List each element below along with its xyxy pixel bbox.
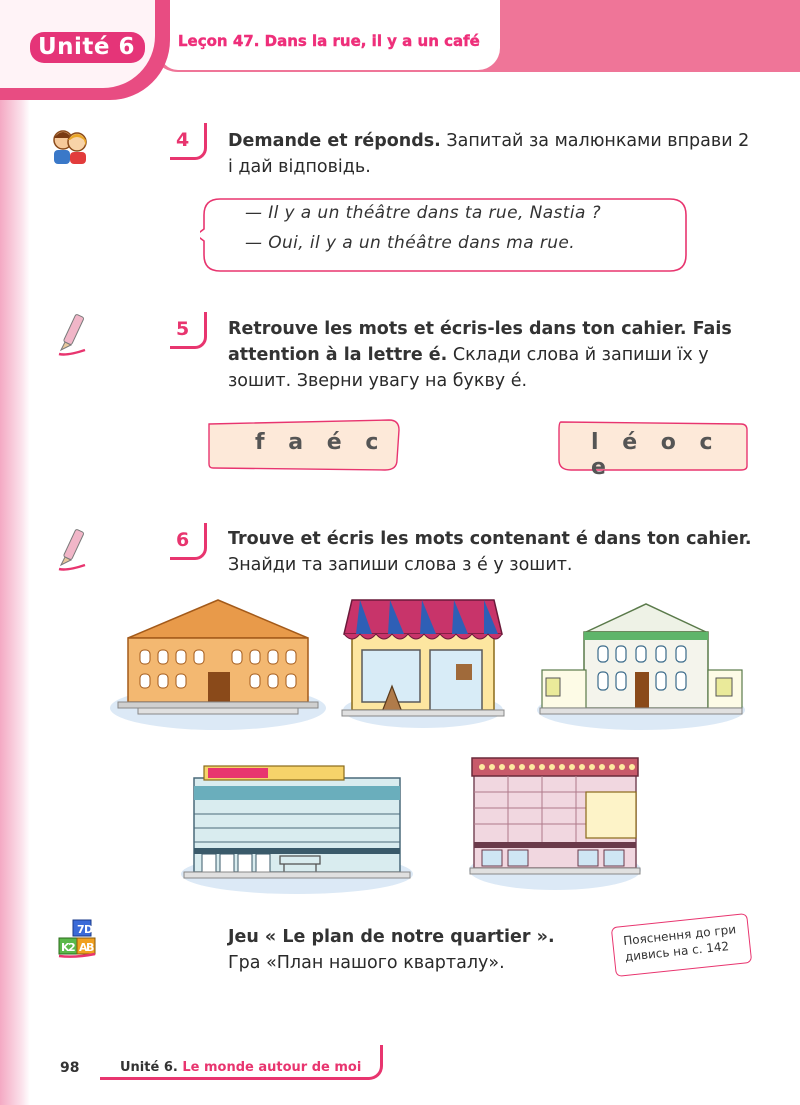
page-header [0, 0, 800, 88]
cinema-illustration [468, 752, 643, 890]
word-card-1 [207, 418, 402, 472]
footer-unit: Unité 6. [120, 1060, 178, 1075]
museum-illustration [536, 600, 746, 730]
cube-label: D [84, 923, 94, 936]
exercise-5-bold: Retrouve les mots et écris-les dans ton cahier. Fais attention à la lettre é. [228, 319, 732, 365]
cube-label: 7 [77, 923, 85, 936]
game-title: Jeu « Le plan de notre quartier ». [228, 927, 555, 947]
exercise-number-5 [170, 312, 210, 348]
cube-label: K [61, 941, 70, 954]
dialog-line-1: — Il y a un théâtre dans ta rue, Nastia ? [245, 203, 602, 223]
exercise-number-4 [170, 123, 210, 159]
exercise-5-text: Склади слова й запиши їх у зошит. Зверни увагу на букву é. [228, 345, 709, 391]
game-instruction [228, 924, 583, 976]
cube-label: 2 [68, 941, 76, 954]
exercise-number: 5 [176, 318, 190, 340]
page-number: 98 [60, 1060, 80, 1076]
word-card-2-text: l é o c e [591, 430, 721, 480]
cube-label: B [86, 941, 95, 954]
exercise-6-bold: Trouve et écris les mots contenant é dans ton cahier. [228, 529, 752, 549]
exercise-number-6 [170, 523, 210, 559]
game-note-text: Пояснення до гри дивись на с. 142 [622, 922, 737, 964]
exercise-4-bold: Demande et réponds. [228, 131, 441, 151]
exercise-4-instruction [228, 128, 753, 180]
word-card-2 [555, 418, 750, 480]
exercise-5-instruction [228, 316, 753, 394]
cafe-illustration [338, 594, 508, 730]
lesson-title: Leçon 47. Dans la rue, il y a un café [178, 32, 480, 50]
dialog-line-2: — Oui, il y a un théâtre dans ma rue. [245, 233, 576, 253]
pupils-icon [50, 128, 90, 170]
unit-title: Unité 6 [30, 32, 145, 63]
exercise-number: 4 [176, 129, 190, 151]
game-text: Гра «План нашого кварталу». [228, 953, 505, 973]
pencil-icon [55, 312, 89, 360]
footer-title [120, 1060, 361, 1075]
supermarket-illustration [180, 758, 415, 894]
cube-label: A [79, 941, 88, 954]
footer-unit-title: Le monde autour de moi [182, 1060, 362, 1075]
game-reference-note [611, 913, 752, 977]
exercise-6-text: Знайди та запиши слова з é у зошит. [228, 555, 573, 575]
word-card-1-text: f a é c [255, 430, 387, 455]
left-margin-strip [0, 0, 30, 1105]
pencil-icon [55, 527, 89, 575]
exercise-6-instruction [228, 526, 753, 578]
dialog-text [245, 198, 601, 258]
exercise-4-text: Запитай за малюнками вправи 2 і дай відповідь. [228, 131, 750, 177]
exercise-number: 6 [176, 529, 190, 551]
theatre-illustration [108, 598, 328, 730]
game-cubes-icon [55, 918, 99, 962]
